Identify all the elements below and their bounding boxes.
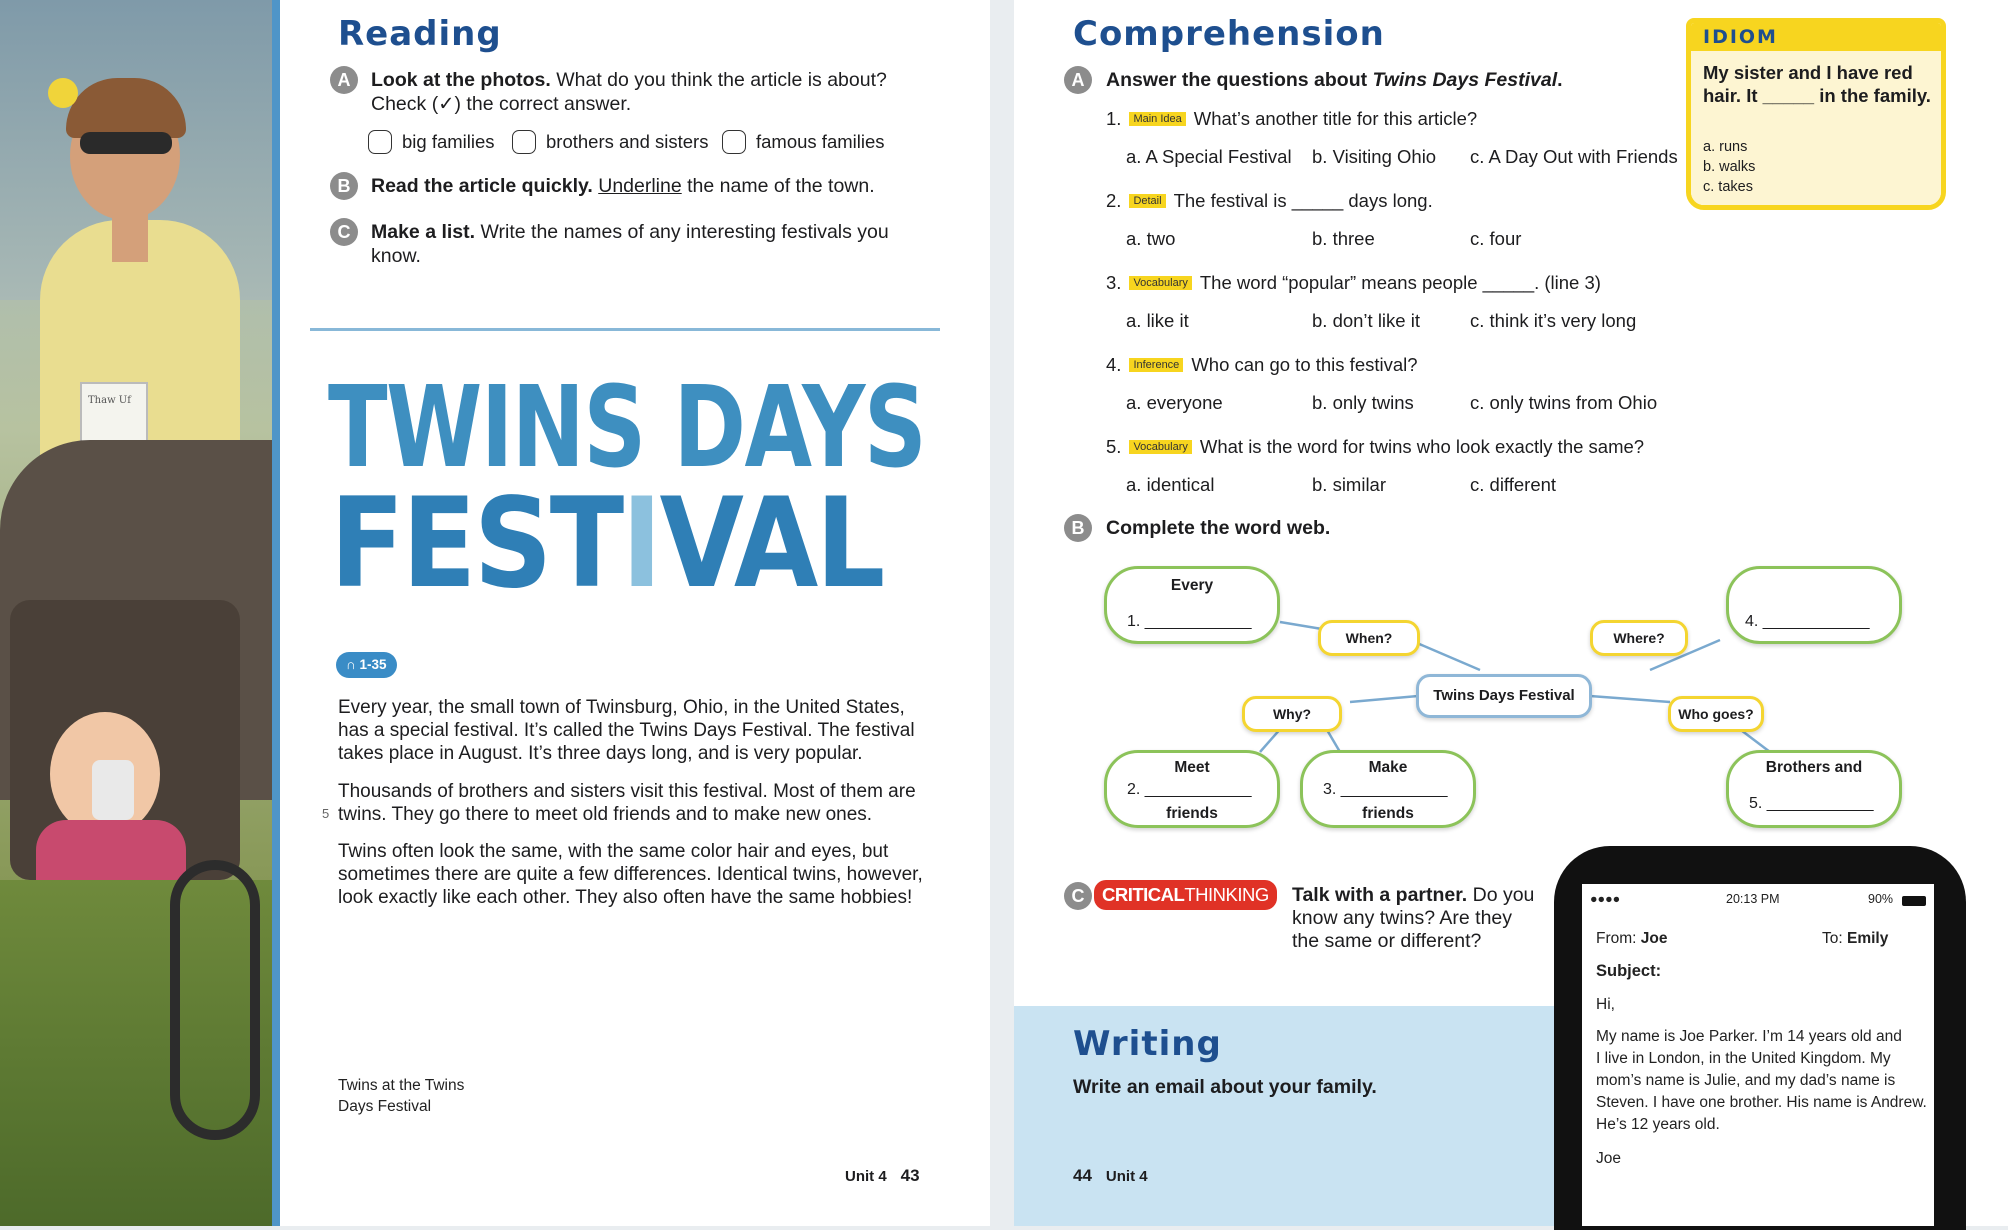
connector-line <box>1410 640 1480 670</box>
question-tag: Detail <box>1129 194 1165 208</box>
instruction-a-line2: Check (✓) the correct answer. <box>371 93 632 115</box>
status-time: 20:13 PM <box>1726 892 1780 906</box>
web-node-4[interactable] <box>1726 566 1902 644</box>
badge-a: A <box>330 66 358 94</box>
badge-b: B <box>330 172 358 200</box>
question-text: What is the word for twins who look exactly the same? <box>1199 436 1645 457</box>
pill-text: CRITICAL <box>1102 884 1185 905</box>
twins-festival-photo <box>0 0 272 1226</box>
question-tag: Main Idea <box>1129 112 1185 126</box>
to-label: To: <box>1822 930 1843 947</box>
node-blank[interactable]: 5. ____________ <box>1749 795 1874 812</box>
instruction-c-line3: the same or different? <box>1292 930 1482 952</box>
email-signoff: Joe <box>1596 1150 1621 1167</box>
critical-thinking-pill <box>1094 880 1277 910</box>
article-paragraph: Every year, the small town of Twinsburg, Ohio, in the United States, has a special festival. It’s called the Twins Days Festival. The festival takes place in August. It’s three days long, and is very popular. <box>338 697 915 765</box>
answer-option[interactable]: c. four <box>1470 228 1522 249</box>
idiom-option[interactable]: a. runs <box>1703 139 1748 155</box>
question-tag: Inference <box>1129 358 1183 372</box>
answer-option[interactable]: a. everyone <box>1126 392 1223 413</box>
node-label: Meet <box>1174 759 1210 776</box>
node-blank[interactable]: 1. ____________ <box>1127 613 1252 630</box>
writing-instruction: Write an email about your family. <box>1073 1076 1377 1098</box>
signal-icon: ●●●● <box>1590 892 1621 906</box>
instruction-a-italic: Twins Days Festival <box>1372 69 1558 91</box>
instruction-a-bold: Answer the questions about <box>1106 69 1373 91</box>
instruction-c-line2: know. <box>371 245 421 267</box>
answer-option[interactable]: b. Visiting Ohio <box>1312 146 1437 167</box>
question-text: Who can go to this festival? <box>1191 354 1418 375</box>
web-connector-when: When? <box>1318 620 1420 656</box>
idiom-inner <box>1691 51 1941 207</box>
folio-page-number: 43 <box>900 1166 920 1185</box>
email-to <box>1822 928 1888 950</box>
idiom-label: IDIOM <box>1691 23 1941 51</box>
node-label: friends <box>1362 805 1414 822</box>
idiom-box <box>1686 18 1946 210</box>
instruction-a-bold: Look at the photos. <box>371 69 551 91</box>
instruction-c-bold: Talk with a partner. <box>1292 884 1468 906</box>
battery-icon <box>1902 896 1926 906</box>
name-tag-scribble: Thaw Uf <box>88 395 131 406</box>
article-paragraph: Twins often look the same, with the same color hair and eyes, but sometimes there are quite a few differences. Identical twins, however, look exactly like each other. They also often have the same hobbies! <box>338 841 923 909</box>
checkbox[interactable] <box>512 130 536 154</box>
from-label: From: <box>1596 930 1637 947</box>
option-label: brothers and sisters <box>546 131 709 152</box>
instruction-a-end: . <box>1557 69 1563 91</box>
folio-unit: Unit 4 <box>1105 1168 1148 1185</box>
checkbox[interactable] <box>368 130 392 154</box>
headline-line1: TWINS DAYS <box>328 363 926 493</box>
instruction-c <box>371 220 951 268</box>
instruction-b-underline: Underline <box>598 175 682 197</box>
web-node-2[interactable] <box>1104 750 1280 828</box>
pill-text: THINKING <box>1184 884 1269 905</box>
page-folio-left <box>845 1166 920 1186</box>
instruction-c <box>1292 884 1554 953</box>
option-label: big families <box>402 131 495 152</box>
article-paragraph: Thousands of brothers and sisters visit this festival. Most of them are twins. They go there to meet old friends and to make new ones. <box>338 781 916 826</box>
headline-part: FEST <box>330 472 622 616</box>
instruction-a-text: What do you think the article is about? <box>550 69 887 91</box>
audio-track-label: 1-35 <box>359 657 387 672</box>
instruction-c-line2: know any twins? Are they <box>1292 907 1513 929</box>
node-label: Brothers and <box>1765 759 1863 776</box>
divider <box>310 328 940 331</box>
answer-option[interactable]: a. like it <box>1126 310 1189 331</box>
writing-title: Writing <box>1073 1024 1222 1064</box>
email-body-line: My name is Joe Parker. I’m 14 years old and <box>1596 1028 1902 1045</box>
question-number: 5. <box>1106 436 1122 457</box>
connector-line <box>1350 696 1418 702</box>
folio-page-number: 44 <box>1073 1166 1092 1185</box>
answer-option[interactable]: a. A Special Festival <box>1126 146 1292 167</box>
comprehension-title: Comprehension <box>1073 14 1385 54</box>
badge-b: B <box>1064 514 1092 542</box>
idiom-text: My sister and I have red hair. It _____ in the family. <box>1703 62 1931 106</box>
badge-c: C <box>330 218 358 246</box>
email-body-line: Steven. I have one brother. His name is Andrew. <box>1596 1094 1927 1111</box>
question-1 <box>1106 108 1477 130</box>
web-connector-where: Where? <box>1590 620 1688 656</box>
left-page <box>0 0 990 1226</box>
status-battery: 90% <box>1868 892 1894 906</box>
to-value: Emily <box>1847 930 1889 947</box>
question-number: 3. <box>1106 272 1122 293</box>
reading-title: Reading <box>338 14 502 54</box>
email-body-line: I live in London, in the United Kingdom. My <box>1596 1050 1891 1067</box>
question-4 <box>1106 354 1418 376</box>
answer-option[interactable]: b. three <box>1312 228 1375 249</box>
instruction-c-text: Do you <box>1467 884 1535 906</box>
web-center-node: Twins Days Festival <box>1416 674 1592 718</box>
page-folio-right <box>1073 1166 1148 1186</box>
line-number: 5 <box>322 806 330 821</box>
folio-unit: Unit 4 <box>845 1168 887 1185</box>
instruction-b: Complete the word web. <box>1106 517 1331 539</box>
audio-track-button[interactable] <box>336 652 397 678</box>
web-connector-who-goes: Who goes? <box>1668 696 1764 732</box>
option-brothers-and-sisters[interactable] <box>512 130 708 154</box>
instruction-b <box>371 174 951 198</box>
web-node-5[interactable] <box>1726 750 1902 828</box>
question-3 <box>1106 272 1601 294</box>
answer-option[interactable]: b. similar <box>1312 474 1387 495</box>
from-value: Joe <box>1640 930 1668 947</box>
option-famous-families[interactable] <box>722 130 885 154</box>
instruction-b-bold: Read the article quickly. <box>371 175 593 197</box>
idiom-option[interactable]: c. takes <box>1703 179 1753 195</box>
instruction-a <box>371 68 951 116</box>
email-body-line: He’s 12 years old. <box>1596 1116 1720 1133</box>
connector-line <box>1590 696 1670 702</box>
answer-option[interactable]: c. only twins from Ohio <box>1470 392 1658 413</box>
web-node-3[interactable] <box>1300 750 1476 828</box>
web-node-1[interactable] <box>1104 566 1280 644</box>
badge-a: A <box>1064 66 1092 94</box>
email-subject-label[interactable]: Subject: <box>1596 962 1662 980</box>
instruction-a <box>1106 68 1646 92</box>
email-greeting: Hi, <box>1596 996 1615 1013</box>
instruction-b-text: the name of the town. <box>681 175 875 197</box>
question-tag: Vocabulary <box>1129 276 1191 290</box>
badge-c: C <box>1064 882 1092 910</box>
instruction-c-bold: Make a list. <box>371 221 476 243</box>
question-text: What’s another title for this article? <box>1193 108 1478 129</box>
option-big-families[interactable] <box>368 130 495 154</box>
instruction-c-text: Write the names of any interesting festivals you <box>475 221 889 243</box>
question-number: 2. <box>1106 190 1122 211</box>
question-2 <box>1106 190 1433 212</box>
node-blank[interactable]: 3. ____________ <box>1323 781 1448 798</box>
headline-part: I <box>621 472 660 616</box>
email-from <box>1596 928 1668 950</box>
answer-option[interactable]: c. think it’s very long <box>1470 310 1637 331</box>
web-connector-why: Why? <box>1242 696 1342 732</box>
option-label: famous families <box>756 131 885 152</box>
question-number: 4. <box>1106 354 1122 375</box>
headphones-icon: ∩ <box>346 657 356 672</box>
email-body-line: mom’s name is Julie, and my dad’s name is <box>1596 1072 1896 1089</box>
headline-line2 <box>330 472 883 616</box>
answer-option[interactable]: a. identical <box>1126 474 1215 495</box>
question-tag: Vocabulary <box>1129 440 1191 454</box>
node-blank[interactable]: 2. ____________ <box>1127 781 1252 798</box>
answer-option[interactable]: c. A Day Out with Friends <box>1470 146 1678 167</box>
photo-edge-strip <box>272 0 280 1226</box>
node-label: Make <box>1368 759 1408 776</box>
question-text: The festival is _____ days long. <box>1173 190 1433 211</box>
answer-option[interactable]: b. don’t like it <box>1312 310 1420 331</box>
photo-caption: Twins at the Twins Days Festival <box>338 1077 465 1115</box>
question-text: The word “popular” means people _____. (line 3) <box>1199 272 1601 293</box>
question-number: 1. <box>1106 108 1122 129</box>
answer-option[interactable]: b. only twins <box>1312 392 1414 413</box>
question-5 <box>1106 436 1644 458</box>
node-blank[interactable]: 4. ____________ <box>1745 613 1870 630</box>
idiom-option[interactable]: b. walks <box>1703 159 1756 175</box>
headline-part: VAL <box>659 472 883 616</box>
node-label: friends <box>1166 805 1218 822</box>
answer-option[interactable]: c. different <box>1470 474 1557 495</box>
node-label: Every <box>1170 577 1214 594</box>
checkbox[interactable] <box>722 130 746 154</box>
answer-option[interactable]: a. two <box>1126 228 1176 249</box>
